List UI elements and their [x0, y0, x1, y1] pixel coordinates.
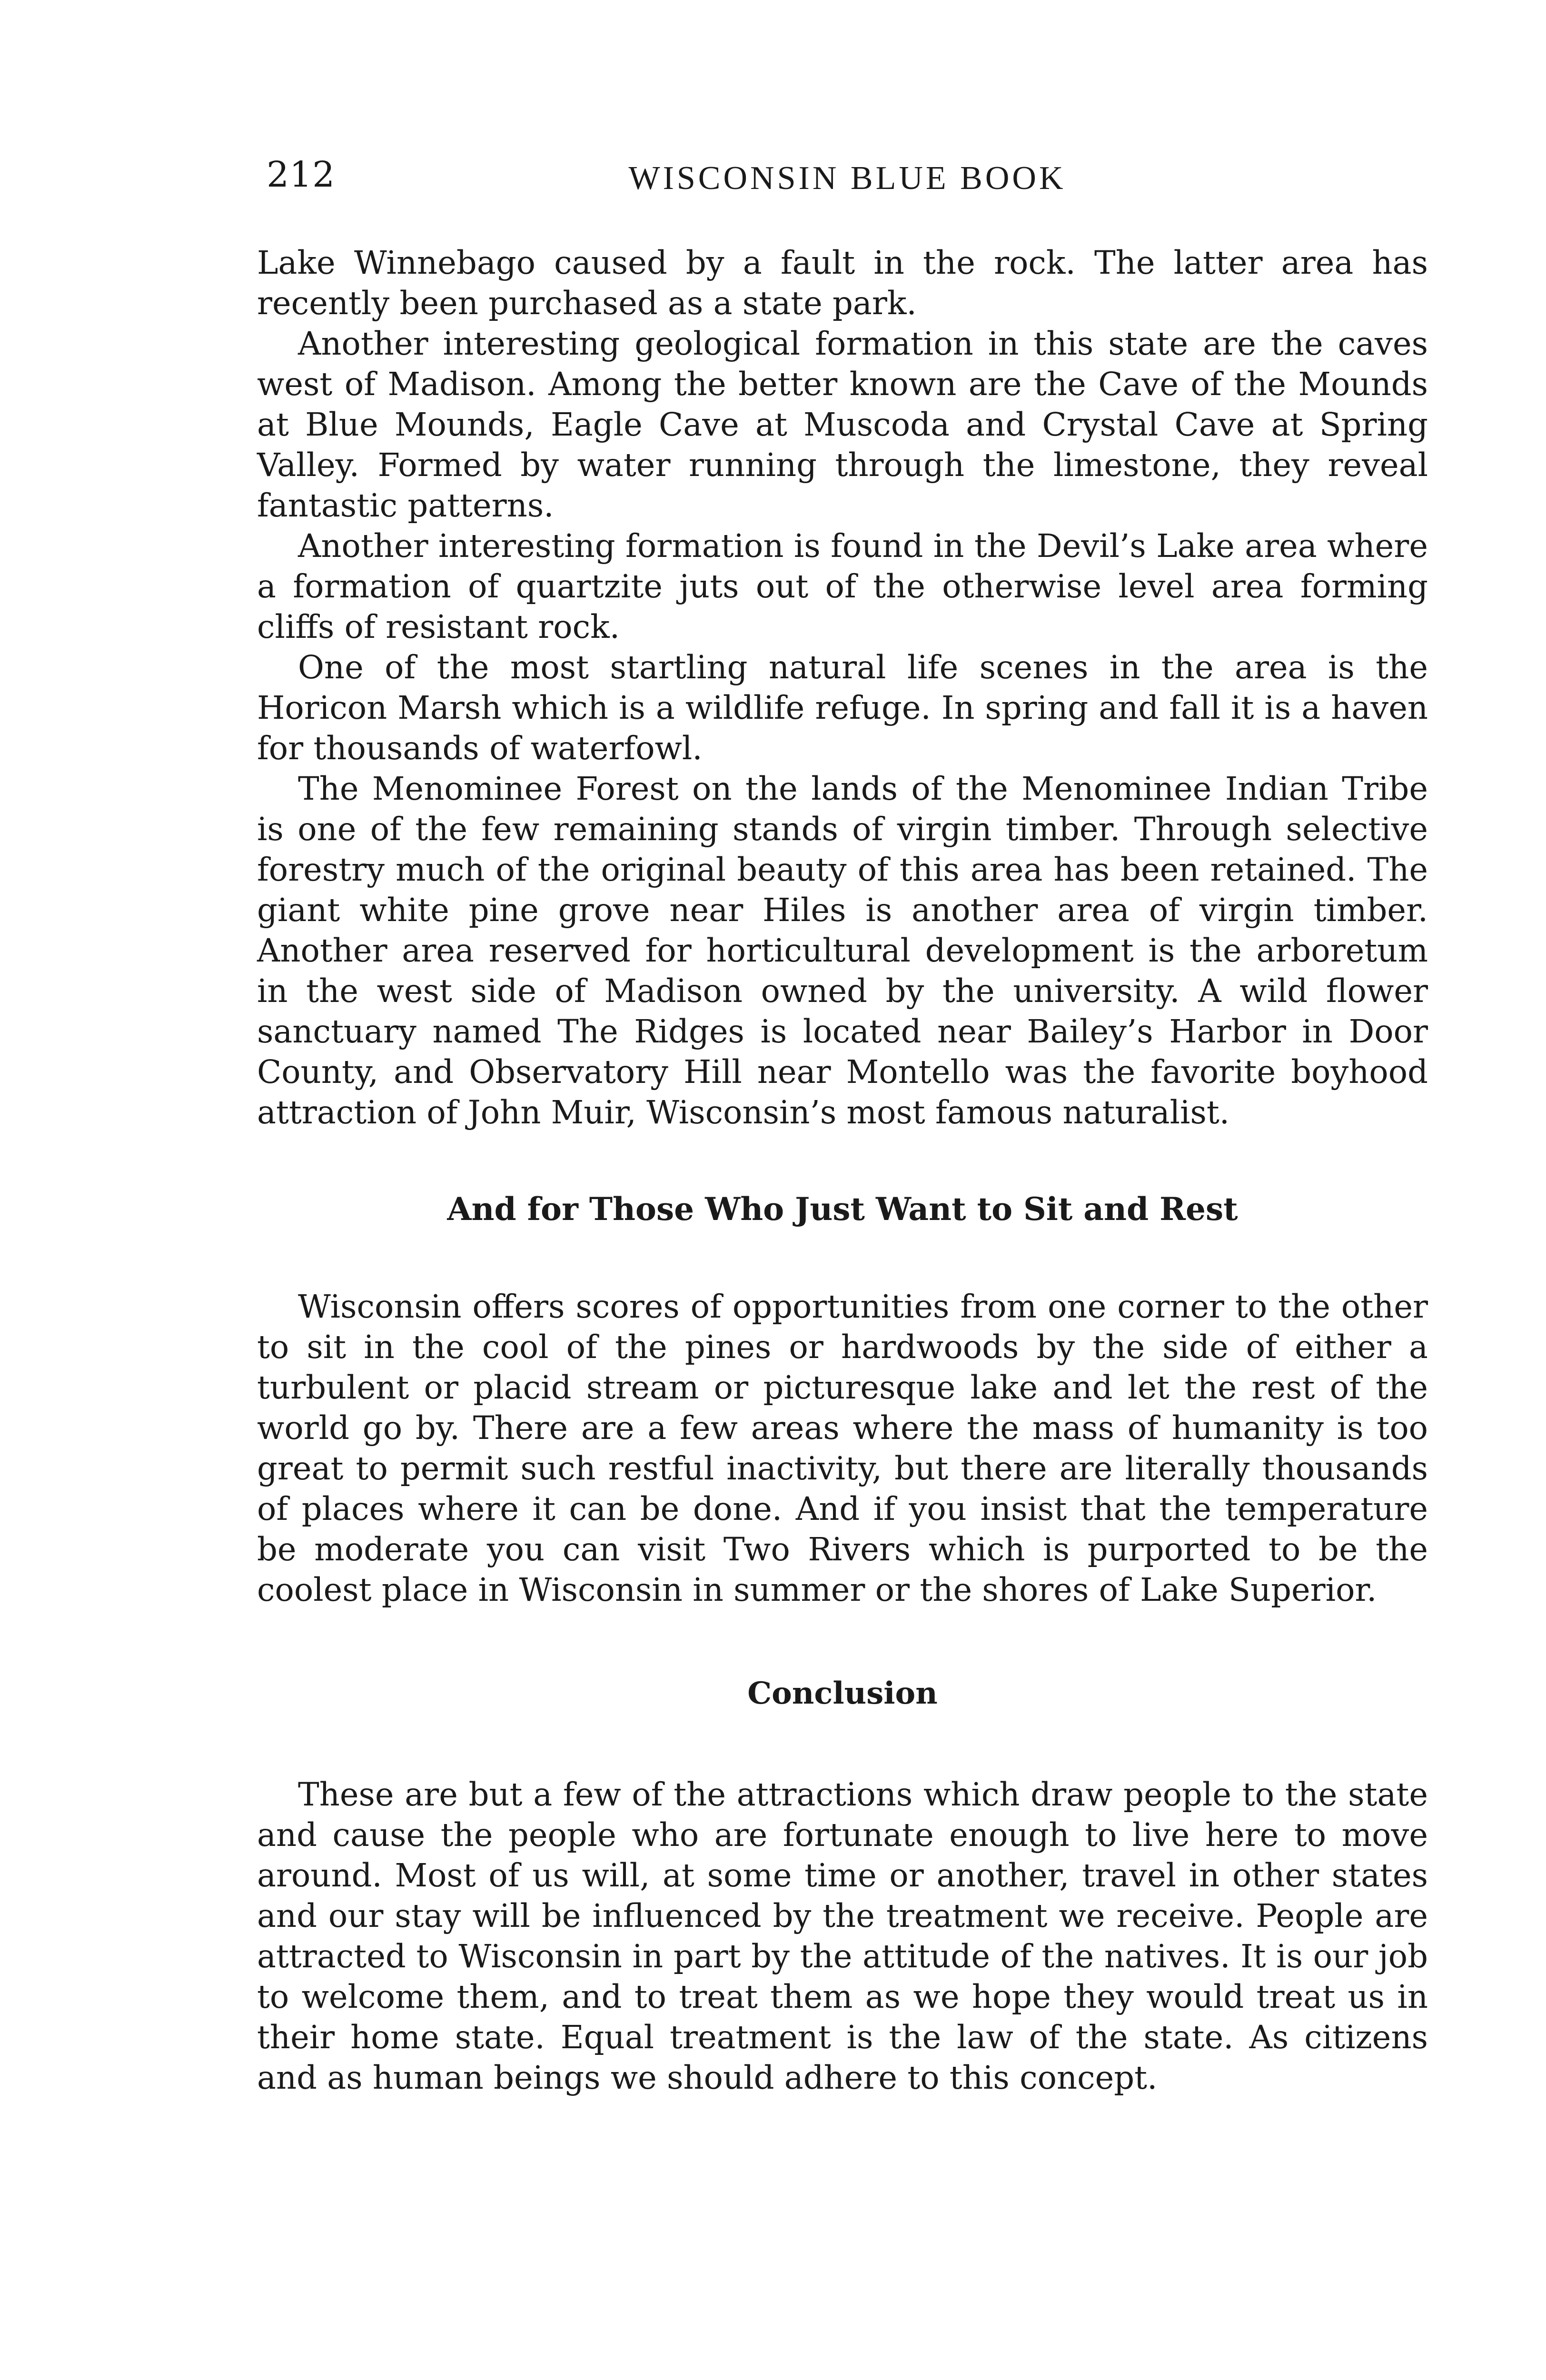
section-heading-sit-and-rest: And for Those Who Just Want to Sit and Rest — [447, 1190, 1238, 1228]
paragraph-winnebago: Lake Winnebago caused by a fault in the rock. The latter area has recently been purchased as a state park. — [257, 244, 1428, 322]
page-body — [257, 243, 1428, 2098]
page-header — [267, 154, 1428, 209]
running-title: WISCONSIN BLUE BOOK — [628, 160, 1066, 197]
paragraph-devils-lake: Another interesting formation is found in the Devil’s Lake area where a formation of quartzite juts out of the otherwise level area forming cliffs of resistant rock. — [257, 527, 1428, 645]
paragraph-caves: Another interesting geological formation in this state are the caves west of Madison. Among the better known are the Cave of the Mounds at Blue Mounds, Eagle Cave at Muscoda and Crystal Cave at Spring Valley. Formed by water running through the limestone, they reveal fantastic patterns. — [257, 325, 1428, 524]
paragraph-sit-and-rest: Wisconsin offers scores of opportunities from one corner to the other to sit in the cool of the pines or hardwoods by the side of either a turbulent or placid stream or picturesque lake and let the rest of the world go by. There are a few areas where the mass of humanity is too great to permit such restful inactivity, but there are literally thousands of places where it can be done. And if you insist that the temperature be moderate you can visit Two Rivers which is purported to be the coolest place in Wisconsin in summer or the shores of Lake Superior. — [257, 1288, 1428, 1608]
paragraph-horicon-marsh: One of the most startling natural life scenes in the area is the Horicon Marsh which is a wildlife refuge. In spring and fall it is a haven for thousands of waterfowl. — [257, 649, 1428, 767]
section-heading-conclusion: Conclusion — [747, 1676, 938, 1711]
page-number: 212 — [267, 154, 336, 195]
paragraph-conclusion: These are but a few of the attractions which draw people to the state and cause the people who are fortunate enough to live here to move around. Most of us will, at some time or another, travel in other states and our stay will be influenced by the treatment we receive. People are attracted to Wisconsin in part by the attitude of the natives. It is our job to welcome them, and to treat them as we hope they would treat us in their home state. Equal treatment is the law of the state. As citizens and as human beings we should adhere to this concept. — [257, 1776, 1428, 2096]
paragraph-menominee-forest: The Menominee Forest on the lands of the Menominee Indian Tribe is one of the few remaining stands of virgin timber. Through selective forestry much of the original beauty of this area has been retained. The giant white pine grove near Hiles is another area of virgin timber. Another area reserved for horticultural development is the arboretum in the west side of Madison owned by the university. A wild flower sanctuary named The Ridges is located near Bailey’s Harbor in Door County, and Observatory Hill near Montello was the favorite boyhood attraction of John Muir, Wisconsin’s most famous naturalist. — [257, 770, 1428, 1131]
